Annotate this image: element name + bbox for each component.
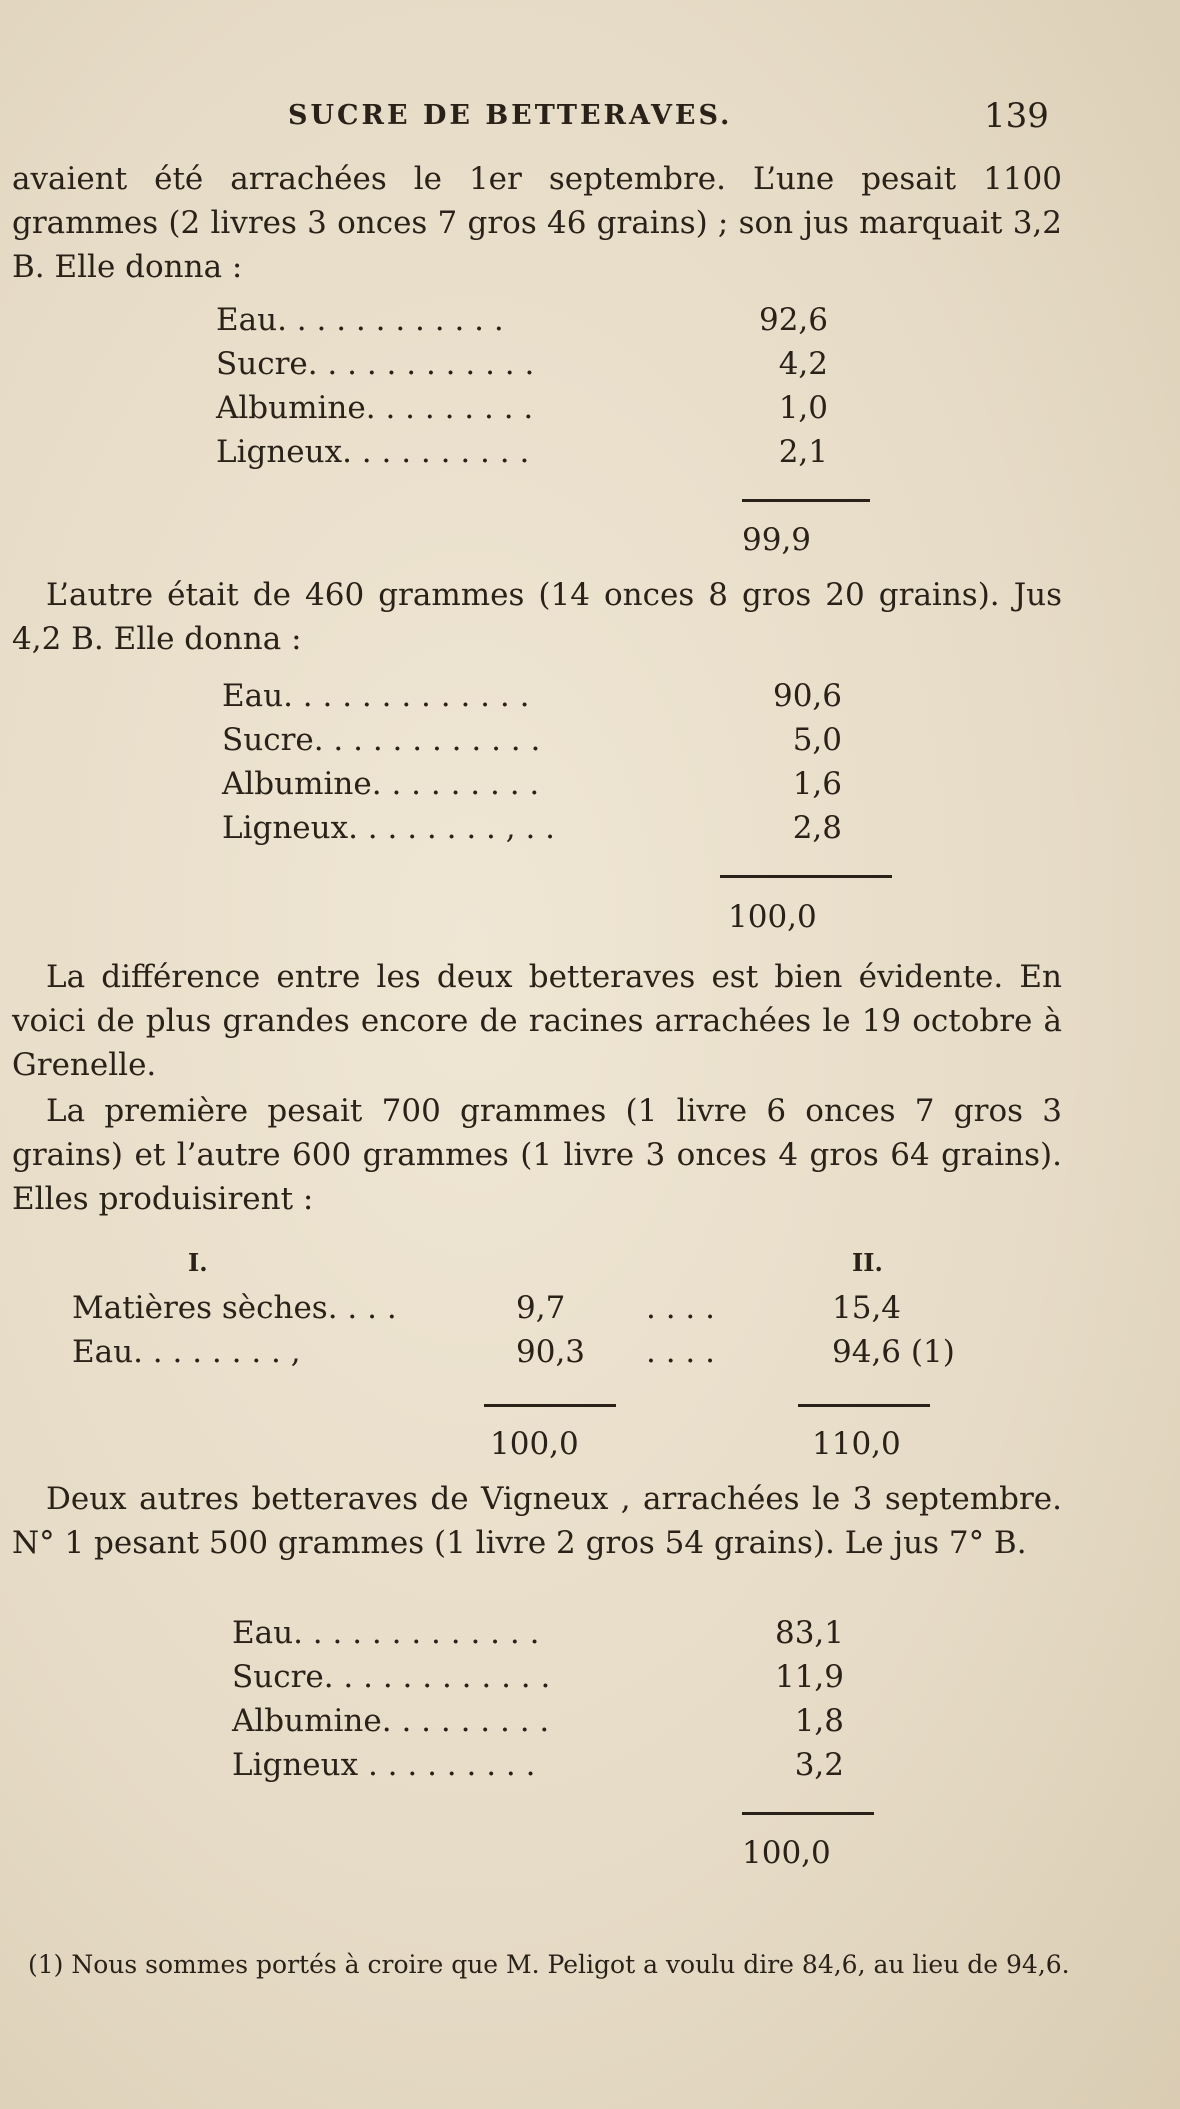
row-value: 1,8 xyxy=(794,1703,844,1739)
table-row xyxy=(72,1334,1012,1378)
row-label: Sucre. . . . . . . . . . . . xyxy=(232,1659,551,1695)
column-head-2: II. xyxy=(852,1248,883,1277)
row-value: 3,2 xyxy=(794,1747,844,1783)
row-value-1: 90,3 xyxy=(516,1334,586,1370)
row-value: 4,2 xyxy=(778,346,828,382)
sum-rule xyxy=(720,875,892,878)
row-value: 90,6 xyxy=(772,678,842,714)
row-value: 83,1 xyxy=(774,1615,844,1651)
table-total: 100,0 xyxy=(728,899,817,935)
row-value-2: 15,4 xyxy=(832,1290,902,1326)
row-label: Eau. . . . . . . . . . . . . xyxy=(222,678,530,714)
row-value-2: 94,6 (1) xyxy=(832,1334,955,1370)
sum-rule xyxy=(484,1404,616,1407)
row-value: 11,9 xyxy=(774,1659,844,1695)
table-row xyxy=(216,434,828,478)
table-row xyxy=(232,1747,844,1791)
row-label: Albumine. . . . . . . . . xyxy=(232,1703,550,1739)
table-row xyxy=(232,1703,844,1747)
sum-rule xyxy=(742,1812,874,1815)
row-dots: . . . . xyxy=(646,1290,715,1326)
page-header xyxy=(0,96,1180,140)
table-total: 100,0 xyxy=(742,1835,831,1871)
row-label: Albumine. . . . . . . . . xyxy=(216,390,534,426)
table-row xyxy=(216,302,828,346)
row-label: Ligneux. . . . . . . . , . . xyxy=(222,810,556,846)
column-total-2: 110,0 xyxy=(812,1426,901,1462)
table-row xyxy=(216,346,828,390)
footnote: (1) Nous sommes portés à croire que M. Peligot a voulu dire 84,6, au lieu de 94,6. xyxy=(28,1950,1070,1979)
row-label: Eau. . . . . . . . . . . . xyxy=(216,302,504,338)
paragraph-2: L’autre était de 460 grammes (14 onces 8 gros 20 grains). Jus 4,2 B. Elle donna : xyxy=(12,577,1062,657)
row-label: Sucre. . . . . . . . . . . . xyxy=(216,346,535,382)
column-total-1: 100,0 xyxy=(490,1426,579,1462)
composition-table-2 xyxy=(222,678,842,854)
row-value: 92,6 xyxy=(758,302,828,338)
table-row xyxy=(222,722,842,766)
sum-rule xyxy=(798,1404,930,1407)
column-head-1: I. xyxy=(188,1248,208,1277)
row-value-1: 9,7 xyxy=(516,1290,566,1326)
row-value: 2,1 xyxy=(778,434,828,470)
row-value: 1,0 xyxy=(778,390,828,426)
sum-rule xyxy=(742,499,870,502)
table-row xyxy=(222,678,842,722)
composition-table-3 xyxy=(232,1615,844,1791)
composition-table-1 xyxy=(216,302,828,478)
paragraph-5: Deux autres betteraves de Vigneux , arrachées le 3 septembre. N° 1 pesant 500 grammes (1 livre 2 gros 54 grains). Le jus 7° B. xyxy=(12,1481,1062,1561)
running-title: SUCRE DE BETTERAVES. xyxy=(288,100,733,131)
table-row xyxy=(72,1290,1012,1334)
row-value: 2,8 xyxy=(792,810,842,846)
row-label: Ligneux. . . . . . . . . . xyxy=(216,434,530,470)
row-label: Ligneux . . . . . . . . . xyxy=(232,1747,536,1783)
row-label: Albumine. . . . . . . . . xyxy=(222,766,540,802)
table-row xyxy=(216,390,828,434)
row-label: Sucre. . . . . . . . . . . . xyxy=(222,722,541,758)
paragraph-4: La première pesait 700 grammes (1 livre 6 onces 7 gros 3 grains) et l’autre 600 grammes (1 livre 3 onces 4 gros 64 grains). Elles produisirent : xyxy=(12,1093,1062,1217)
page-number: 139 xyxy=(984,96,1049,136)
paragraph-1: avaient été arrachées le 1er septembre. L’une pesait 1100 grammes (2 livres 3 onces 7 gros 46 grains) ; son jus marquait 3,2 B. Elle donna : xyxy=(12,161,1062,285)
row-label: Eau. . . . . . . . . . . . . xyxy=(232,1615,540,1651)
row-dots: . . . . xyxy=(646,1334,715,1370)
table-row xyxy=(222,810,842,854)
table-total: 99,9 xyxy=(742,522,812,558)
row-label: Matières sèches. . . . xyxy=(72,1290,397,1326)
table-row xyxy=(232,1615,844,1659)
table-row xyxy=(222,766,842,810)
row-label: Eau. . . . . . . . , xyxy=(72,1334,301,1370)
paragraph-3: La différence entre les deux betteraves est bien évidente. En voici de plus grandes encore de racines arrachées le 19 octobre à Grenelle. xyxy=(12,959,1062,1083)
row-value: 5,0 xyxy=(792,722,842,758)
row-value: 1,6 xyxy=(792,766,842,802)
table-row xyxy=(232,1659,844,1703)
